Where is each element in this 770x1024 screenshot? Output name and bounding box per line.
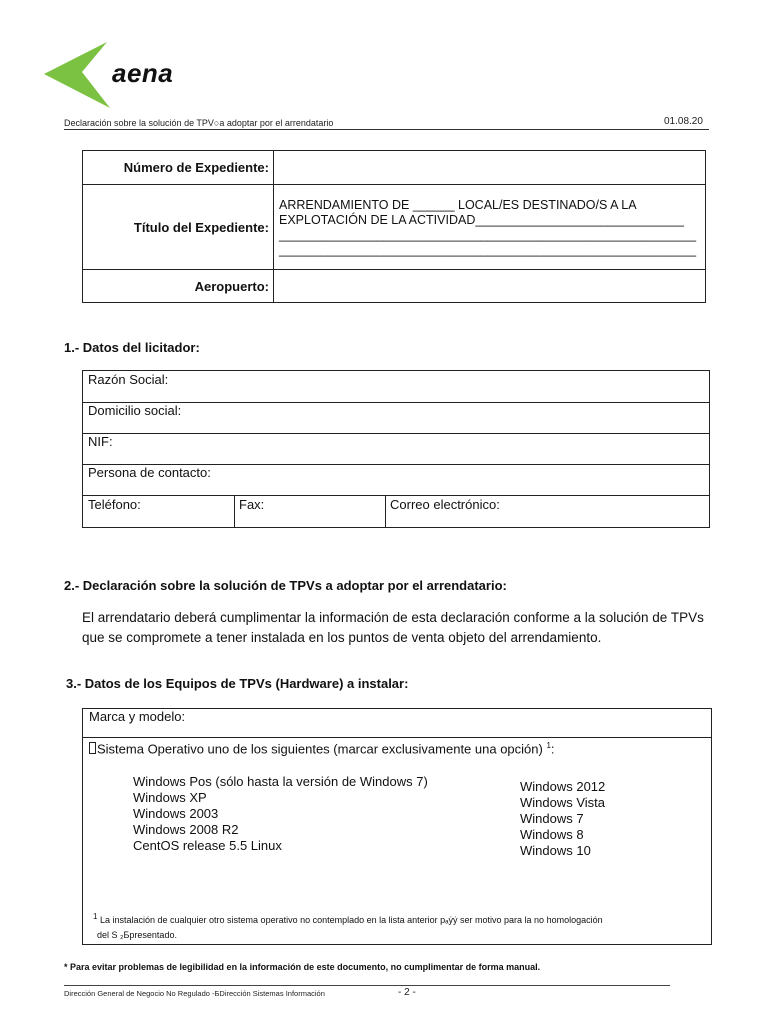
section-2-title: 2.- Declaración sobre la solución de TPVs a adoptar por el arrendatario: [64, 578, 507, 593]
correo-field[interactable]: Correo electrónico: [390, 497, 500, 512]
table-divider [83, 737, 711, 738]
table-divider [273, 151, 274, 302]
os-option-centos[interactable]: CentOS release 5.5 Linux [133, 838, 282, 853]
header-divider [64, 129, 709, 130]
document-title: Declaración sobre la solución de TPV○a adoptar por el arrendatario [64, 118, 334, 128]
table-divider [83, 433, 709, 434]
table-divider [83, 184, 705, 185]
numero-expediente-field[interactable] [275, 152, 703, 183]
footer-department: Dirección General de Negocio No Regulado -БDirección Sistemas Información [64, 989, 325, 998]
table-divider [234, 495, 235, 527]
os-option-windows-10[interactable]: Windows 10 [520, 843, 591, 858]
hardware-table [82, 708, 712, 945]
aeropuerto-label: Aeropuerto: [194, 279, 269, 294]
so-label-text: Sistema Operativo uno de los siguientes (marcar exclusivamente una opción) [97, 741, 543, 757]
section-1-title: 1.- Datos del licitador: [64, 340, 200, 355]
logo-text: aena [112, 58, 174, 88]
document-date: 01.08.20 [664, 116, 703, 127]
titulo-line-3: ____________________________________________________________ [279, 228, 697, 242]
legibility-warning: * Para evitar problemas de legibilidad en la información de este documento, no cumplimentar de forma manual. [64, 962, 541, 972]
razon-social-field[interactable]: Razón Social: [88, 372, 169, 387]
footnote-line-1 [93, 912, 603, 925]
section-3-title: 3.- Datos de los Equipos de TPVs (Hardware) a instalar: [66, 676, 409, 691]
nif-field[interactable]: NIF: [88, 434, 113, 449]
footer-divider [64, 985, 670, 986]
page-number: - 2 - [398, 987, 416, 998]
os-option-windows-pos[interactable]: Windows Pos (sólo hasta la versión de Windows 7) [133, 774, 428, 789]
table-divider [385, 495, 386, 527]
os-option-windows-2012[interactable]: Windows 2012 [520, 779, 606, 794]
table-divider [83, 269, 705, 270]
fax-field[interactable]: Fax: [239, 497, 265, 512]
titulo-line-2: EXPLOTACIÓN DE LA ACTIVIDAD______________________________ [279, 213, 684, 227]
marca-modelo-field[interactable]: Marca y modelo: [89, 709, 186, 724]
telefono-field[interactable]: Teléfono: [88, 497, 141, 512]
checkbox-icon[interactable] [89, 742, 96, 754]
os-option-windows-7[interactable]: Windows 7 [520, 811, 584, 826]
os-option-windows-xp[interactable]: Windows XP [133, 790, 207, 805]
licitador-table [82, 370, 710, 528]
table-divider [83, 495, 709, 496]
footnote-marker: 1 [546, 741, 551, 750]
os-option-windows-2003[interactable]: Windows 2003 [133, 806, 219, 821]
domicilio-social-field[interactable]: Domicilio social: [88, 403, 182, 418]
so-colon: : [550, 741, 555, 757]
numero-expediente-label: Número de Expediente: [123, 160, 269, 175]
titulo-line-4: ____________________________________________________________ [279, 243, 697, 257]
aeropuerto-field[interactable] [275, 271, 703, 301]
os-option-windows-vista[interactable]: Windows Vista [520, 795, 606, 810]
footnote-line-2: del S ₂Бpresentado. [97, 930, 177, 940]
titulo-expediente-label: Título del Expediente: [133, 220, 269, 235]
expediente-table [82, 150, 706, 303]
footnote-text-1: La instalación de cualquier otro sistema operativo no contemplado en la lista anterior pₐẏẏ ser motivo para la no homologación [99, 915, 603, 925]
titulo-line-1: ARRENDAMIENTO DE ______ LOCAL/ES DESTINADO/S A LA [279, 198, 637, 212]
os-option-windows-8[interactable]: Windows 8 [520, 827, 584, 842]
logo-mark-shape [44, 42, 110, 108]
footnote-number: 1 [93, 912, 98, 921]
sistema-operativo-label [89, 741, 555, 756]
persona-contacto-field[interactable]: Persona de contacto: [88, 465, 211, 480]
os-option-windows-2008r2[interactable]: Windows 2008 R2 [133, 822, 239, 837]
section-2-paragraph: El arrendatario deberá cumplimentar la información de esta declaración conforme a la solución de TPVs que se compromete a tener instalada en los puntos de venta objeto del arrendamiento. [82, 610, 704, 645]
